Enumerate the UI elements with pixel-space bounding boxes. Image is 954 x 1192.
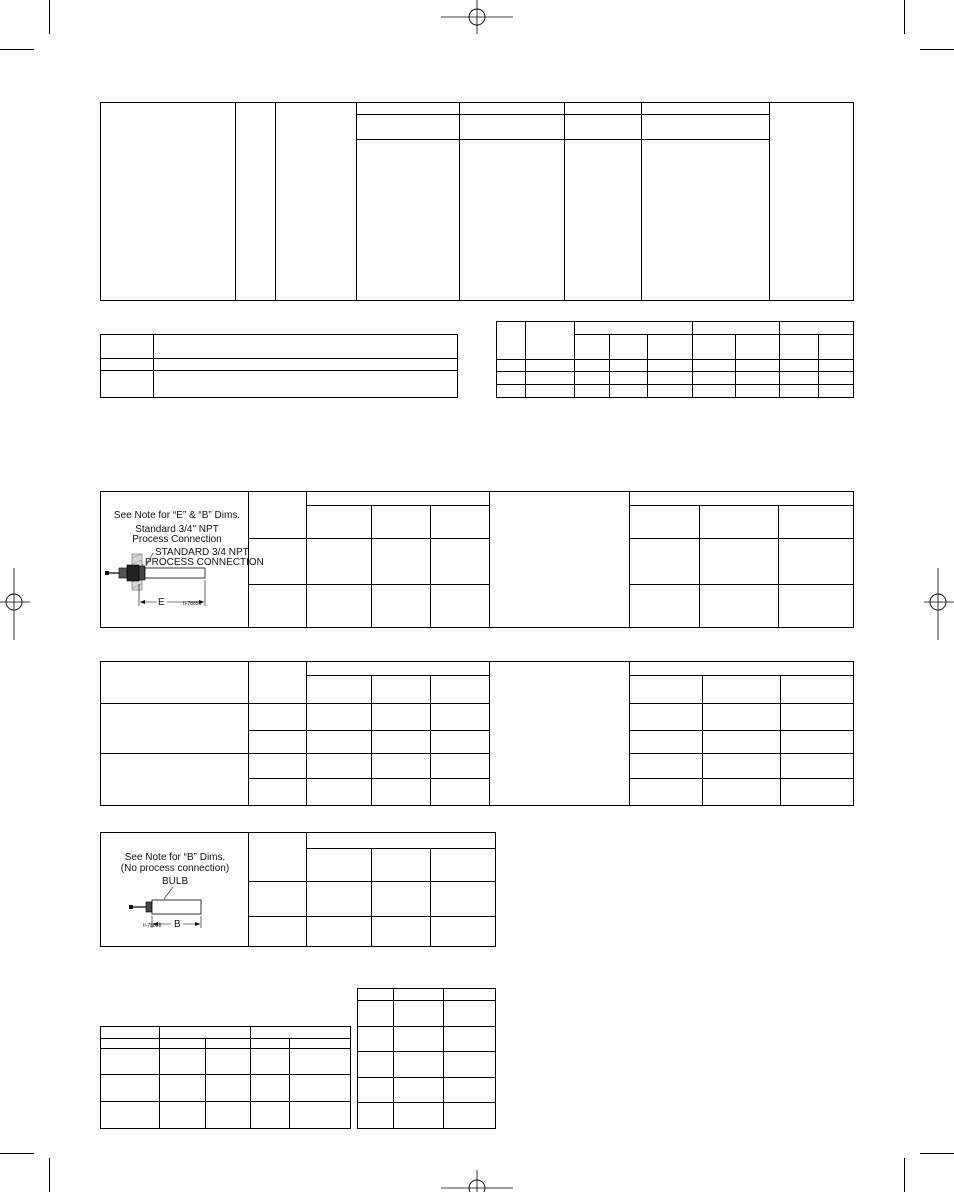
bulb-figure (101, 833, 247, 946)
figure-callout-line1: STANDARD 3/4 NPT (155, 547, 249, 558)
spec-table-notes (100, 334, 458, 398)
figure-caption-line1: Standard 3/4" NPT (135, 524, 219, 535)
spec-table-bottom-left (100, 1026, 351, 1129)
sensor-drawing-icon (101, 492, 247, 627)
bulb-dim-label: B (174, 919, 181, 930)
figure-dim-label: E (158, 597, 165, 608)
figure-drawing-number: II-78856 (183, 601, 202, 607)
spec-table-grid (496, 321, 854, 398)
bulb-note-line2: (No process connection) (120, 863, 230, 874)
registration-mark-right (924, 568, 954, 640)
bulb-callout: BULB (162, 876, 189, 887)
registration-mark-left (0, 568, 30, 640)
spec-table-main (100, 102, 854, 301)
bulb-drawing-number: II-78858 (143, 923, 162, 929)
dimension-table-secondary (100, 661, 854, 806)
registration-mark-bottom (441, 1162, 513, 1192)
registration-mark-top (441, 0, 513, 36)
connection-figure (101, 492, 264, 627)
spec-table-bottom-right (357, 988, 496, 1129)
figure-callout-line2: PROCESS CONNECTION (145, 557, 264, 568)
figure-note: See Note for “E” & “B” Dims. (113, 510, 241, 521)
figure-caption-line2: Process Connection (132, 534, 222, 545)
bulb-note-line1: See Note for “B” Dims. (124, 852, 226, 863)
